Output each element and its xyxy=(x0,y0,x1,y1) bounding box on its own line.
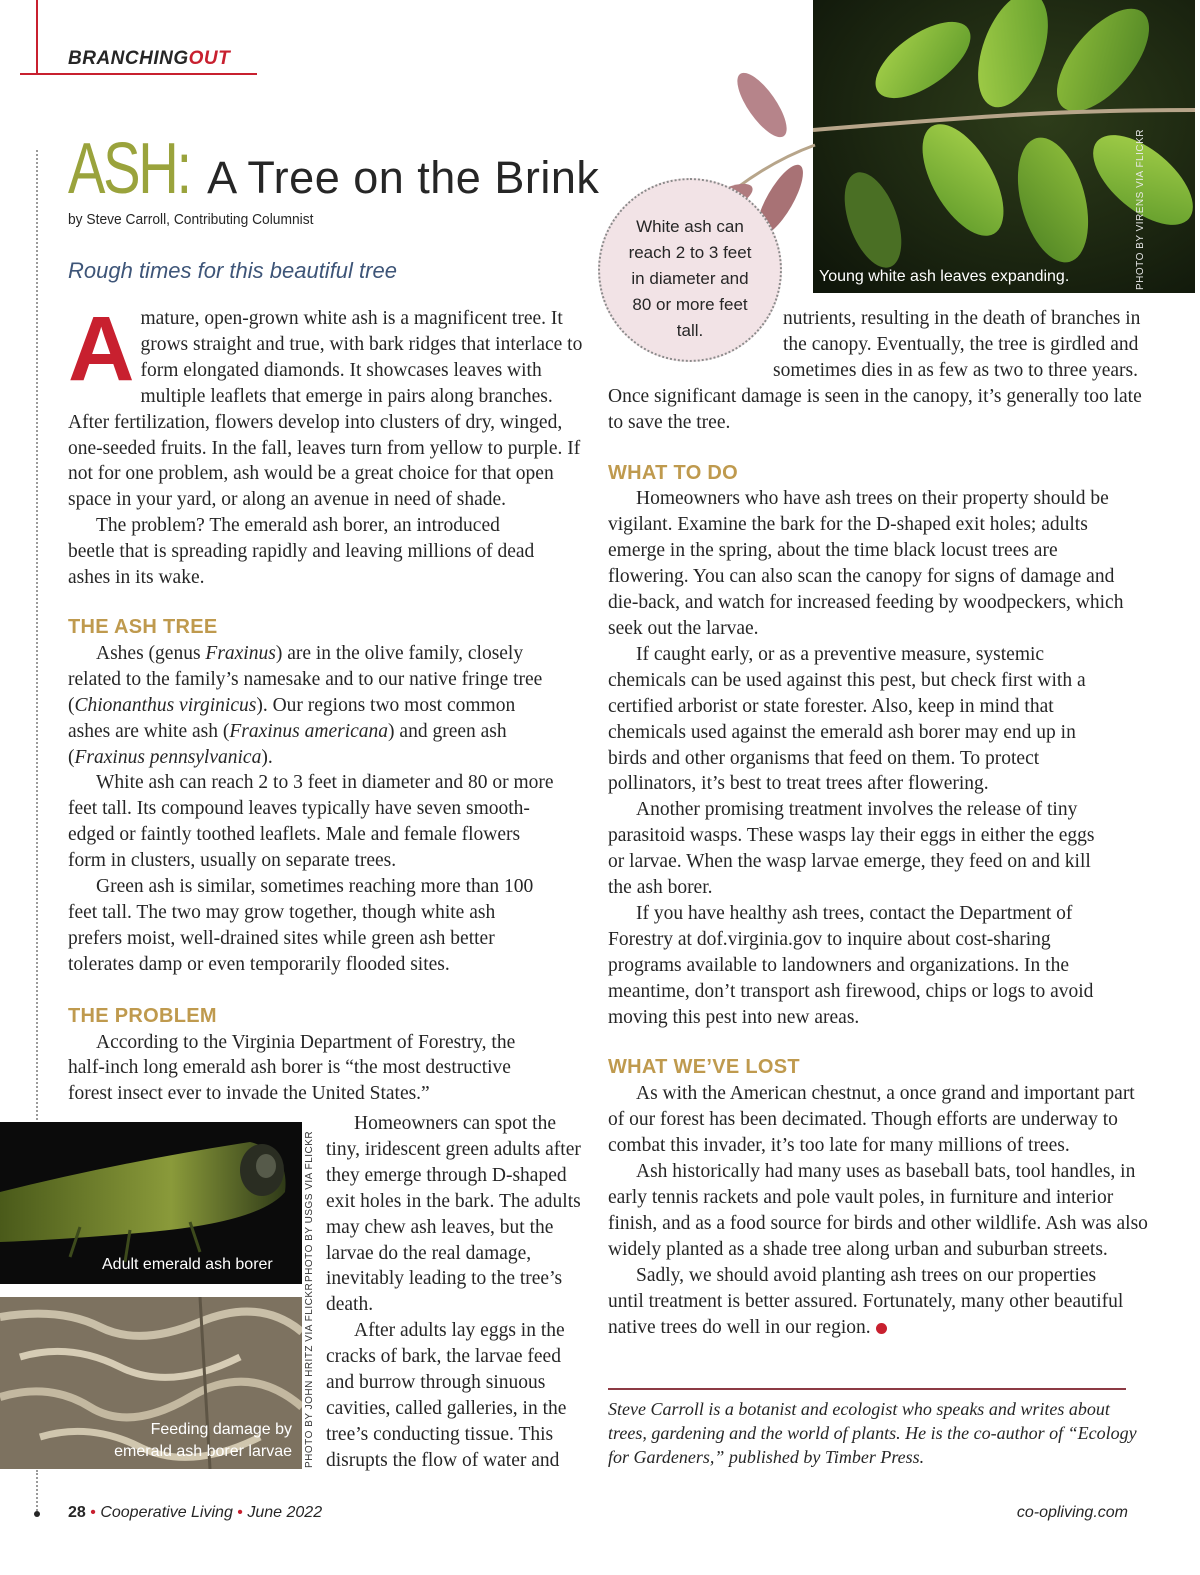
ash-paragraph-3: Green ash is similar, sometimes reaching more than 100 feet tall. The two may grow together, though white ash prefers moist, well-drained sites while green ash better tolerates damp or even temporarily flooded sites. xyxy=(68,876,534,975)
left-column-top xyxy=(68,298,586,1107)
title-main: A Tree on the Brink xyxy=(207,152,600,203)
section-label-branching: BRANCHING xyxy=(68,48,189,69)
footer-left xyxy=(68,1504,322,1522)
heading-the-problem: THE PROBLEM xyxy=(68,1004,217,1027)
callout-text: White ash can reach 2 to 3 feet in diameter and 80 or more feet tall. xyxy=(628,217,752,340)
callout-wrap-spacer xyxy=(608,306,783,332)
todo-paragraph-4: If you have healthy ash trees, contact the Department of Forestry at dof.virginia.gov to inquire about cost-sharing programs available to landowners and organizations. In the meantime, don’t transport ash firewood, chips or logs to avoid moving this pest into new areas. xyxy=(608,902,1094,1028)
damage-photo xyxy=(0,1297,302,1469)
problem-paragraph-1: According to the Virginia Department of Forestry, the half-inch long emerald ash borer is “the most destructive forest insect ever to invade the United States.” xyxy=(68,1031,516,1105)
damage-caption-line1: Feeding damage by xyxy=(150,1421,292,1438)
bio-rule xyxy=(608,1388,1126,1390)
section-label-bar xyxy=(36,0,38,74)
todo-paragraph-1: Homeowners who have ash trees on their property should be vigilant. Examine the bark for the D-shaped exit holes; adults emerge in the spring, about the time black locust trees are flowering. You can also scan the canopy for signs of damage and die-back, and watch for increased feeding by woodpeckers, which seek out the larvae. xyxy=(608,488,1124,639)
left-column-narrow xyxy=(326,1111,586,1474)
borer-credit: PHOTO BY USGS VIA FLICKR xyxy=(304,1130,315,1282)
section-label xyxy=(68,48,230,70)
heading-the-ash-tree: THE ASH TREE xyxy=(68,615,218,638)
footer-bullet-2: • xyxy=(237,1504,243,1521)
problem-paragraph-3: After adults lay eggs in the cracks of bark, the larvae feed and burrow through sinuous cavities, called galleries, in the tree’s conducting tissue. This disrupts the flow of water and xyxy=(326,1320,567,1471)
heading-what-weve-lost: WHAT WE’VE LOST xyxy=(608,1056,800,1079)
end-mark xyxy=(876,1323,887,1334)
margin-dotted-rule xyxy=(36,150,38,1120)
callout-wrap-spacer-2 xyxy=(608,332,773,358)
page-number: 28 xyxy=(68,1504,86,1521)
damage-caption-line2: emerald ash borer larvae xyxy=(114,1443,292,1460)
leaves-caption: Young white ash leaves expanding. xyxy=(819,268,1070,285)
ash-paragraph-2: White ash can reach 2 to 3 feet in diameter and 80 or more feet tall. Its compound leaves typically have seven smooth-edged or faintly toothed leaflets. Male and female flowers form in clusters, usually on separate trees. xyxy=(68,772,554,872)
heading-what-to-do: WHAT TO DO xyxy=(608,461,739,484)
title-prefix: ASH: xyxy=(68,129,190,209)
footer-dot xyxy=(34,1511,40,1517)
right-column-continuation xyxy=(608,306,1148,1340)
section-label-underline xyxy=(20,73,257,75)
lost-paragraph-2: Ash historically had many uses as baseball bats, tool handles, in early tennis rackets and pole vault poles, in furniture and interior finish, and as a food source for birds and other wildlife. Ash was also widely planted as a shade tree along urban and suburban streets. xyxy=(608,1161,1148,1260)
intro-paragraph-1: mature, open-grown white ash is a magnificent tree. It grows straight and true, with bark ridges that interlace to form elongated diamonds. It showcases leaves with multiple leaflets that emerge in pairs along branches. After fertilization, flowers develop into clusters of dry, winged, one-seeded fruits. In the fall, leaves turn from yellow to purple. If not for one problem, ash would be a great choice for that open space in your yard, or along an avenue in need of shade. xyxy=(68,308,583,511)
page-title xyxy=(68,128,599,210)
problem-paragraph-2: Homeowners can spot the tiny, iridescent green adults after they emerge through D-shaped exit holes in the bark. The adults may chew ash leaves, but the larvae do the real damage, inevitably leading to the tree’s death. xyxy=(326,1113,581,1316)
byline: by Steve Carroll, Contributing Columnist xyxy=(68,211,314,228)
footer-bullet: • xyxy=(90,1504,96,1521)
lost-paragraph-1: As with the American chestnut, a once grand and important part of our forest has been decimated. Though efforts are underway to combat this invader, it’s too late for many millions of trees. xyxy=(608,1083,1135,1157)
leaves-photo xyxy=(813,0,1195,293)
todo-paragraph-3: Another promising treatment involves the release of tiny parasitoid wasps. These wasps lay their eggs in either the eggs or larvae. When the wasp larvae emerge, they feed on and kill the ash borer. xyxy=(608,799,1095,899)
footer-site: co-opliving.com xyxy=(1016,1504,1128,1521)
leaves-credit: PHOTO BY VIRENS VIA FLICKR xyxy=(1135,128,1146,290)
subtitle: Rough times for this beautiful tree xyxy=(68,258,397,283)
margin-dotted-rule-lower xyxy=(36,1470,38,1515)
dropcap: A xyxy=(68,298,135,400)
magazine-name: Cooperative Living xyxy=(100,1504,233,1521)
issue-date: June 2022 xyxy=(247,1504,323,1521)
callout-wrap-spacer-3 xyxy=(608,358,756,382)
author-bio: Steve Carroll is a botanist and ecologist who speaks and writes about trees, gardening and the world of plants. He is the co-author of “Ecology for Gardeners,” published by Timber Press. xyxy=(608,1399,1137,1467)
lost-paragraph-3: Sadly, we should avoid planting ash trees on our properties until treatment is better assured. Fortunately, many other beautiful native trees do well in our region. xyxy=(608,1264,1124,1338)
continuation-paragraph: nutrients, resulting in the death of branches in the canopy. Eventually, the tree is girdled and sometimes dies in as few as two to three years. Once significant damage is seen in the canopy, it’s generally too late to save the tree. xyxy=(608,308,1142,433)
borer-caption: Adult emerald ash borer xyxy=(102,1256,273,1273)
section-label-out: OUT xyxy=(188,48,231,69)
borer-photo xyxy=(0,1122,302,1284)
damage-credit: PHOTO BY JOHN HRITZ VIA FLICKR xyxy=(304,1282,315,1468)
intro-paragraph-2: The problem? The emerald ash borer, an introduced beetle that is spreading rapidly and leaving millions of dead ashes in its wake. xyxy=(68,515,535,589)
todo-paragraph-2: If caught early, or as a preventive measure, systemic chemicals can be used against this pest, but check first with a certified arborist or state forester. Also, keep in mind that chemicals used against the emerald ash borer may end up in birds and other organisms that feed on them. To protect pollinators, it’s best to treat trees after flowering. xyxy=(608,643,1086,795)
ash-paragraph-1: Ashes (genus Fraxinus) are in the olive family, closely related to the family’s namesake and to our native fringe tree (Chionanthus virginicus). Our regions two most common ashes are white ash (Fraxinus americana) and green ash (Fraxinus pennsylvanica). xyxy=(68,642,543,768)
